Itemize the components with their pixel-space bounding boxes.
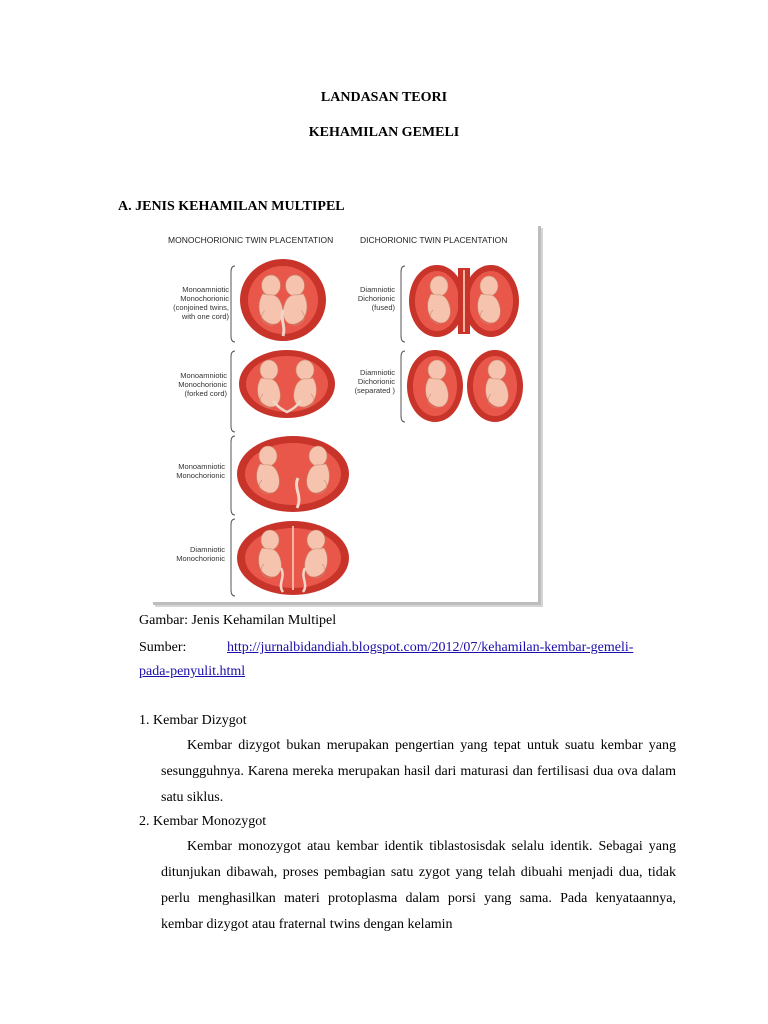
list-item-text-dizygot: Kembar dizygot bukan merupakan pengertian yang tepat untuk suatu kembar yang sesungguhnya. Karena mereka merupakan hasil dari maturasi dan fertilisasi dua ova dalam satu siklus. [161,738,676,805]
uterus-dichorionic-separated [407,350,523,422]
figure-label-diamniotic-mono: Diamniotic Monochorionic [176,545,225,563]
source-label: Sumber: [139,640,187,655]
uterus-dichorionic-fused [409,265,519,337]
figure-label-fused: Diamniotic Dichorionic (fused) [357,285,395,312]
figure-header-dichorionic: DICHORIONIC TWIN PLACENTATION [360,235,508,245]
document-title: LANDASAN TEORI [320,90,448,105]
source-link[interactable]: http://jurnalbidandiah.blogspot.com/2012/07/kehamilan-kembar-gemeli- [227,640,634,655]
figure-twin-placentation [153,226,541,605]
document-subtitle: KEHAMILAN GEMELI [308,125,460,140]
figure-caption: Gambar: Jenis Kehamilan Multipel [139,613,337,628]
uterus-forked-cord [239,350,335,418]
twin-placentation-illustration [153,226,538,602]
source-link-continued[interactable]: pada-penyulit.html [139,664,246,679]
section-heading: A. JENIS KEHAMILAN MULTIPEL [118,199,345,214]
figure-label-conjoined: Monoamniotic Monochorionic (conjoined twins, with one cord) [173,285,229,321]
figure-label-separated: Diamniotic Dichorionic (separated ) [354,368,395,395]
figure-header-monochorionic: MONOCHORIONIC TWIN PLACENTATION [168,235,334,245]
figure-label-forked-cord: Monoamniotic Monochorionic (forked cord) [178,371,227,398]
figure-label-monoamniotic: Monoamniotic Monochorionic [176,462,225,480]
uterus-conjoined [240,259,326,341]
uterus-monoamniotic [237,436,349,512]
list-item-title-monozygot: 2. Kembar Monozygot [139,814,267,829]
list-item-text-monozygot: Kembar monozygot atau kembar identik tiblastosisdak selalu identik. Sebagai yang ditunjukan dibawah, proses pembagian satu zygot yang telah dibuahi menjadi dua, tidak perlu menghasilkan materi protoplasma dalam porsi yang sama. Pada kenyataannya, kembar dizygot atau fraternal twins dengan kelamin [161,839,676,932]
list-item-title-dizygot: 1. Kembar Dizygot [139,713,247,728]
uterus-diamniotic-monochorionic [237,521,349,595]
